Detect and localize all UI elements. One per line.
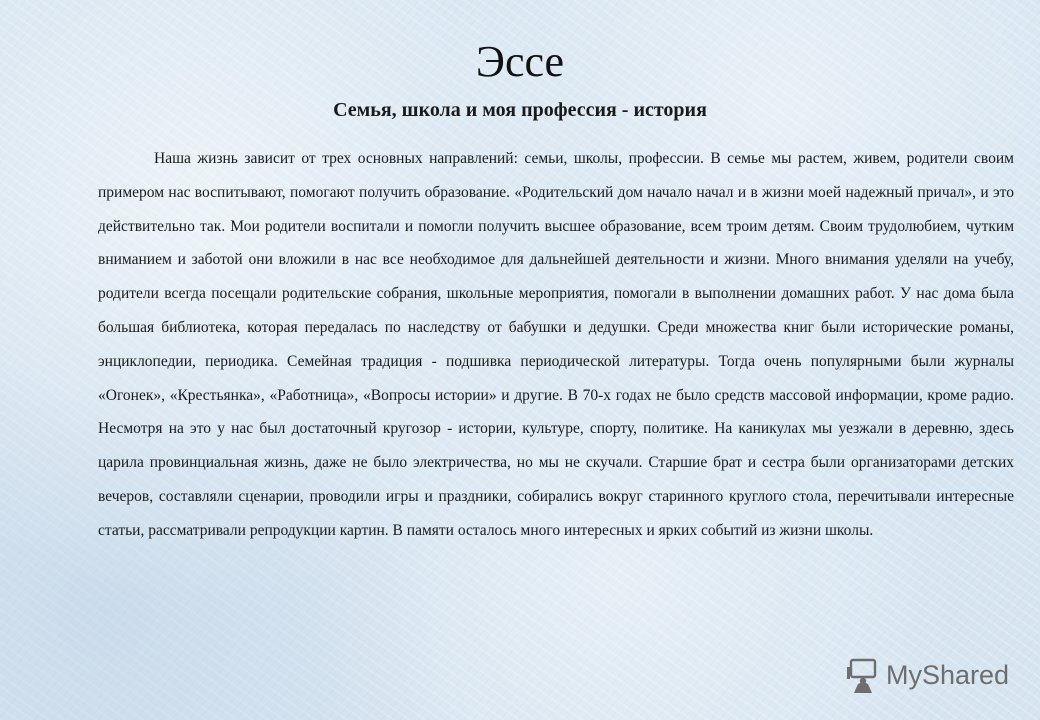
page-subtitle: Семья, школа и моя профессия - история	[333, 99, 707, 121]
essay-paragraph: Наша жизнь зависит от трех основных направлений: семьи, школы, профессии. В семье мы растем, живем, родители своим примером нас воспитывают, помогают получить образование. «Родительский дом начало начал и в жизни моей надежный причал», и это действительно так. Мои родители воспитали и помогли получить высшее образование, всем троим детям. Своим трудолюбием, чутким вниманием и заботой они вложили в нас все необходимое для дальнейшей деятельности и жизни. Много внимания уделяли на учебу, родители всегда посещали родительские собрания, школьные мероприятия, помогали в выполнении домашних работ. У нас дома была большая библиотека, которая передалась по наследству от бабушки и дедушки. Среди множества книг были исторические романы, энциклопедии, периодика. Семейная традиция - подшивка периодической литературы. Тогда очень популярными были журналы «Огонек», «Крестьянка», «Работница», «Вопросы истории» и другие. В 70-х годах не было средств массовой информации, кроме радио. Несмотря на это у нас был достаточный кругозор - истории, культуре, спорту, политике. На каникулах мы уезжали в деревню, здесь царила провинциальная жизнь, даже не было электричества, но мы не скучали. Старшие брат и сестра были организаторами детских вечеров, составляли сценарии, проводили игры и праздники, собирались вокруг старинного круглого стола, перечитывали интересные статьи, рассматривали репродукции картин. В памяти осталось много интересных и ярких событий из жизни школы.	[98, 150, 1014, 539]
presentation-board-icon	[846, 657, 880, 693]
watermark-text: MyShared	[886, 659, 1010, 690]
page-title: Эссе	[475, 37, 565, 86]
myshared-watermark	[846, 655, 1009, 695]
